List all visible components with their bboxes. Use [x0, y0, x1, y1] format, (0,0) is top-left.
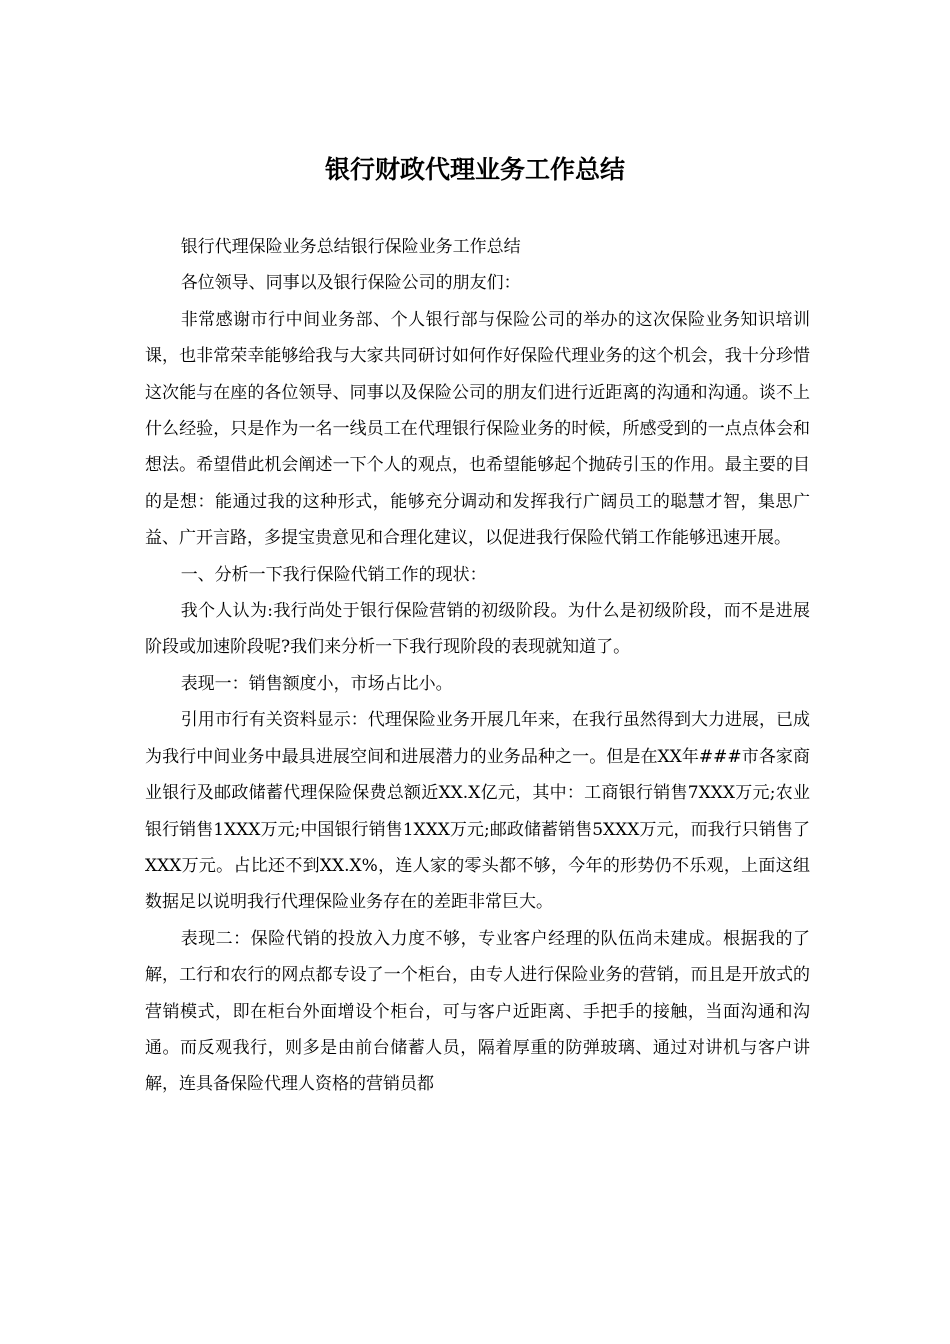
paragraph-introduction: 非常感谢市行中间业务部、个人银行部与保险公司的举办的这次保险业务知识培训课，也非常荣幸能够给我与大家共同研讨如何作好保险代理业务的这个机会，我十分珍惜这次能与在座的各位领导、同事以及保险公司的朋友们进行近距离的沟通和沟通。谈不上什么经验，只是作为一名一线员工在代理银行保险业务的时候，所感受到的一点点体会和想法。希望借此机会阐述一下个人的观点，也希望能够起个抛砖引玉的作用。最主要的目的是想：能通过我的这种形式，能够充分调动和发挥我行广阔员工的聪慧才智，集思广益、广开言路，多提宝贵意见和合理化建议，以促进我行保险代销工作能够迅速开展。 — [145, 309, 810, 549]
document-body — [145, 229, 810, 1103]
paragraph-manifestation-one: 表现一：销售额度小，市场占比小。 — [180, 673, 453, 694]
paragraph-manifestation-two: 表现二：保险代销的投放入力度不够，专业客户经理的队伍尚未建成。根据我的了解，工行和农行的网点都专设了一个柜台，由专人进行保险业务的营销，而且是开放式的营销模式，即在柜台外面增设个柜台，可与客户近距离、手把手的接触，当面沟通和沟通。而反观我行，则多是由前台储蓄人员，隔着厚重的防弹玻璃、通过对讲机与客户讲解，连具备保险代理人资格的营销员都 — [145, 928, 810, 1095]
paragraph-opinion: 我个人认为:我行尚处于银行保险营销的初级阶段。为什么是初级阶段，而不是进展阶段或加速阶段呢?我们来分析一下我行现阶段的表现就知道了。 — [145, 601, 810, 658]
paragraph-greeting: 各位领导、同事以及银行保险公司的朋友们： — [180, 273, 521, 294]
paragraph-subtitle: 银行代理保险业务总结银行保险业务工作总结 — [180, 237, 521, 257]
section-heading-current-status: 一、分析一下我行保险代销工作的现状： — [180, 564, 487, 585]
document-title: 银行财政代理业务工作总结 — [324, 155, 625, 184]
paragraph-market-data: 引用市行有关资料显示：代理保险业务开展几年来，在我行虽然得到大力进展，已成为我行中间业务中最具进展空间和进展潜力的业务品种之一。但是在XX年###市各家商业银行及邮政储蓄代理保险保费总额近XX.X亿元，其中：工商银行销售7XXX万元;农业银行销售1XXX万元;中国银行销售1XXX万元;邮政储蓄销售5XXX万元，而我行只销售了XXX万元。占比还不到XX.X%，连人家的零头都不够，今年的形势仍不乐观，上面这组数据足以说明我行代理保险业务存在的差距非常巨大。 — [145, 710, 810, 913]
